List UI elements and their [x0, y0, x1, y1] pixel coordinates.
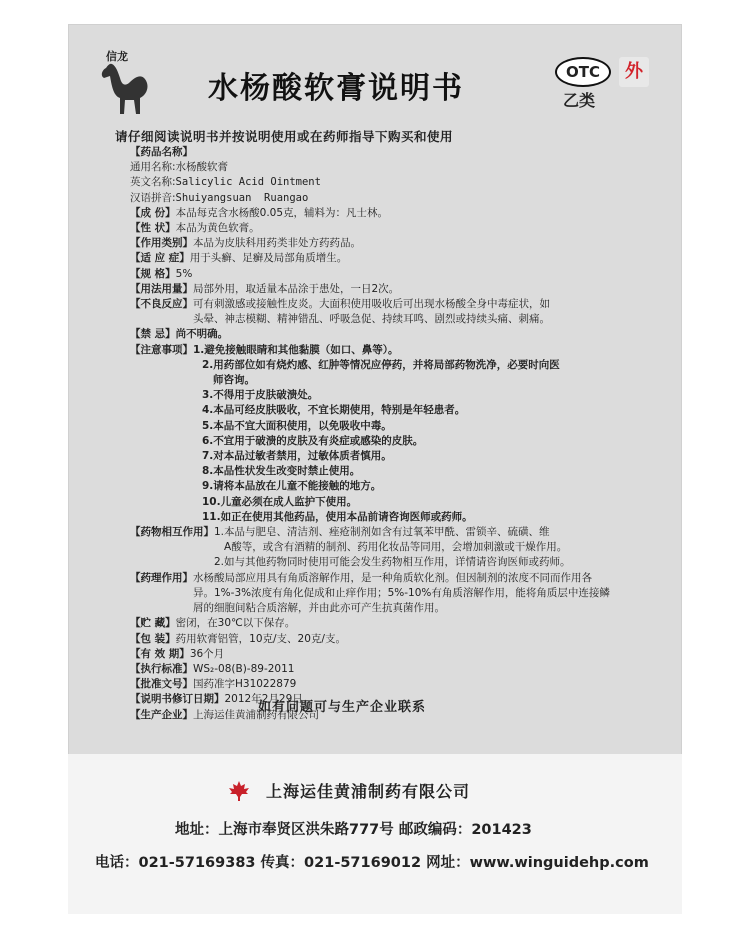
section-label: 【批准文号】 — [130, 678, 193, 691]
company-phone: 电话：021-57169383 传真：021-57169012 网址：www.winguidehp.com — [95, 855, 649, 871]
precaution-item: 6.不宜用于破溃的皮肤及有炎症或感染的皮肤。 — [202, 434, 424, 447]
section-label: 汉语拼音: — [130, 191, 176, 204]
otc-category: 乙类 — [563, 91, 596, 110]
precautions-label: 【注意事项】 — [130, 343, 193, 356]
external-use-badge: 外 — [619, 57, 649, 87]
section-value: 36个月 — [189, 647, 225, 660]
section-value: 1.本品与肥皂、清洁剂、痤疮制剂如含有过氧苯甲酰、雷锁辛、硫磺、维 A酸等，或含有酒精的制剂、药用化妆品等同用，会增加刺激或干燥作用。 2.如与其他药物同时使用可能会发生药物相互作用，详情请咨询医师或药师。 — [214, 526, 571, 569]
section-row — [130, 160, 670, 175]
section-value: 水杨酸软膏 — [175, 161, 229, 174]
precaution-item: 3.不得用于皮肤破溃处。 — [202, 389, 319, 402]
section-value: 本品为皮肤科用药类非处方药药品。 — [193, 237, 361, 250]
section-label: 通用名称: — [130, 161, 176, 174]
section-label: 【适 应 症】 — [130, 252, 190, 265]
section-value: 国药准字H31022879 — [193, 678, 297, 691]
section-value: Salicylic Acid Ointment — [175, 176, 321, 189]
section-row — [130, 236, 670, 251]
section-row — [130, 647, 670, 662]
section-label: 【药品名称】 — [130, 146, 193, 158]
section-row — [130, 327, 670, 342]
usage-instruction: 请仔细阅读说明书并按说明使用或在药师指导下购买和使用 — [115, 129, 454, 144]
section-value: 本品每克含水杨酸0.05克，辅料为：凡士林。 — [175, 206, 389, 219]
section-value: 密闭，在30℃以下保存。 — [175, 617, 296, 630]
precaution-item: 8.本品性状发生改变时禁止使用。 — [202, 465, 361, 478]
section-row — [130, 221, 670, 236]
section-row — [130, 251, 670, 266]
section-row — [130, 145, 670, 160]
page-title: 水杨酸软膏说明书 — [208, 71, 464, 106]
section-row — [130, 267, 670, 282]
section-row — [130, 632, 670, 647]
company-address: 地址：上海市奉贤区洪朱路777号 邮政编码：201423 — [175, 822, 532, 838]
section-value: 本品为黄色软膏。 — [175, 222, 260, 235]
precaution-item: 10.儿童必须在成人监护下使用。 — [202, 495, 358, 508]
maple-leaf-icon — [227, 780, 251, 802]
company-name: 上海运佳黄浦制药有限公司 — [266, 782, 471, 801]
section-value: 水杨酸局部应用具有角质溶解作用，是一种角质软化剂。但因制剂的浓度不同而作用各 异。1%-3%浓度有角化促成和止痒作用；5%-10%有角质溶解作用，能将角质层中连接鳞 屑的细胞间粘合质溶解，并由此亦可产生抗真菌作用。 — [193, 571, 610, 615]
section-row — [130, 571, 670, 617]
section-label: 【执行标准】 — [130, 662, 193, 675]
section-label: 【有 效 期】 — [130, 647, 190, 660]
section-value: 药用软膏铝管，10克/支、20克/支。 — [175, 632, 346, 645]
precaution-item: 2.用药部位如有烧灼感、红肿等情况应停药，并将局部药物洗净，必要时向医 师咨询。 — [202, 358, 560, 387]
precaution-item: 9.请将本品放在儿童不能接触的地方。 — [202, 480, 382, 493]
section-label: 【说明书修订日期】 — [130, 693, 225, 706]
section-value: 上海运佳黄浦制药有限公司 — [193, 708, 319, 721]
section-label: 【作用类别】 — [130, 237, 193, 250]
section-value: 尚不明确。 — [175, 328, 229, 341]
section-row — [130, 191, 670, 206]
section-label: 【药理作用】 — [130, 571, 193, 584]
section-label: 【禁 忌】 — [130, 328, 176, 341]
brand-logo-text: 信龙 — [106, 50, 128, 63]
precaution-item: 5.本品不宜大面积使用，以免吸收中毒。 — [202, 419, 392, 432]
precaution-item: 1.避免接触眼睛和其他黏膜（如口、鼻等）。 — [193, 343, 399, 356]
precautions-row — [130, 343, 670, 358]
section-label: 【贮 藏】 — [130, 617, 176, 630]
section-label: 【药物相互作用】 — [130, 526, 214, 539]
section-value: 5% — [175, 267, 193, 280]
leaflet-body — [130, 145, 670, 723]
section-label: 【成 份】 — [130, 206, 176, 219]
precaution-item: 4.本品可经皮肤吸收，不宜长期使用，特别是年轻患者。 — [202, 404, 466, 417]
section-row — [130, 677, 670, 692]
section-row — [130, 282, 670, 297]
section-label: 【包 装】 — [130, 632, 176, 645]
section-row — [130, 525, 670, 571]
section-label: 英文名称: — [130, 176, 176, 189]
section-value: 可有刺激感或接触性皮炎。大面积使用吸收后可出现水杨酸全身中毒症状，如 头晕、神志模糊、精神错乱、呼吸急促、持续耳鸣、剧烈或持续头痛、刺痛。 — [193, 298, 550, 326]
section-row — [130, 175, 670, 190]
section-row — [130, 616, 670, 631]
section-row — [130, 206, 670, 221]
section-value: 2012年2月29日 — [224, 693, 303, 706]
section-label: 【性 状】 — [130, 222, 176, 235]
precaution-item: 11.如正在使用其他药品，使用本品前请咨询医师或药师。 — [202, 510, 473, 523]
section-row — [130, 662, 670, 677]
section-label: 【用法用量】 — [130, 282, 193, 295]
section-value: 局部外用，取适量本品涂于患处，一日2次。 — [193, 282, 400, 295]
precaution-item: 7.对本品过敏者禁用，过敏体质者慎用。 — [202, 450, 392, 463]
section-label: 【生产企业】 — [130, 708, 193, 721]
section-value: Shuiyangsuan Ruangao — [175, 191, 309, 204]
contact-notice: 如有问题可与生产企业联系 — [258, 700, 427, 715]
section-label: 【不良反应】 — [130, 298, 193, 311]
section-label: 【规 格】 — [130, 267, 176, 280]
section-value: 用于头癣、足癣及局部角质增生。 — [189, 252, 348, 265]
otc-badge: OTC — [555, 57, 611, 87]
section-row — [130, 297, 670, 327]
section-value: WS₂-08(B)-89-2011 — [193, 662, 295, 675]
